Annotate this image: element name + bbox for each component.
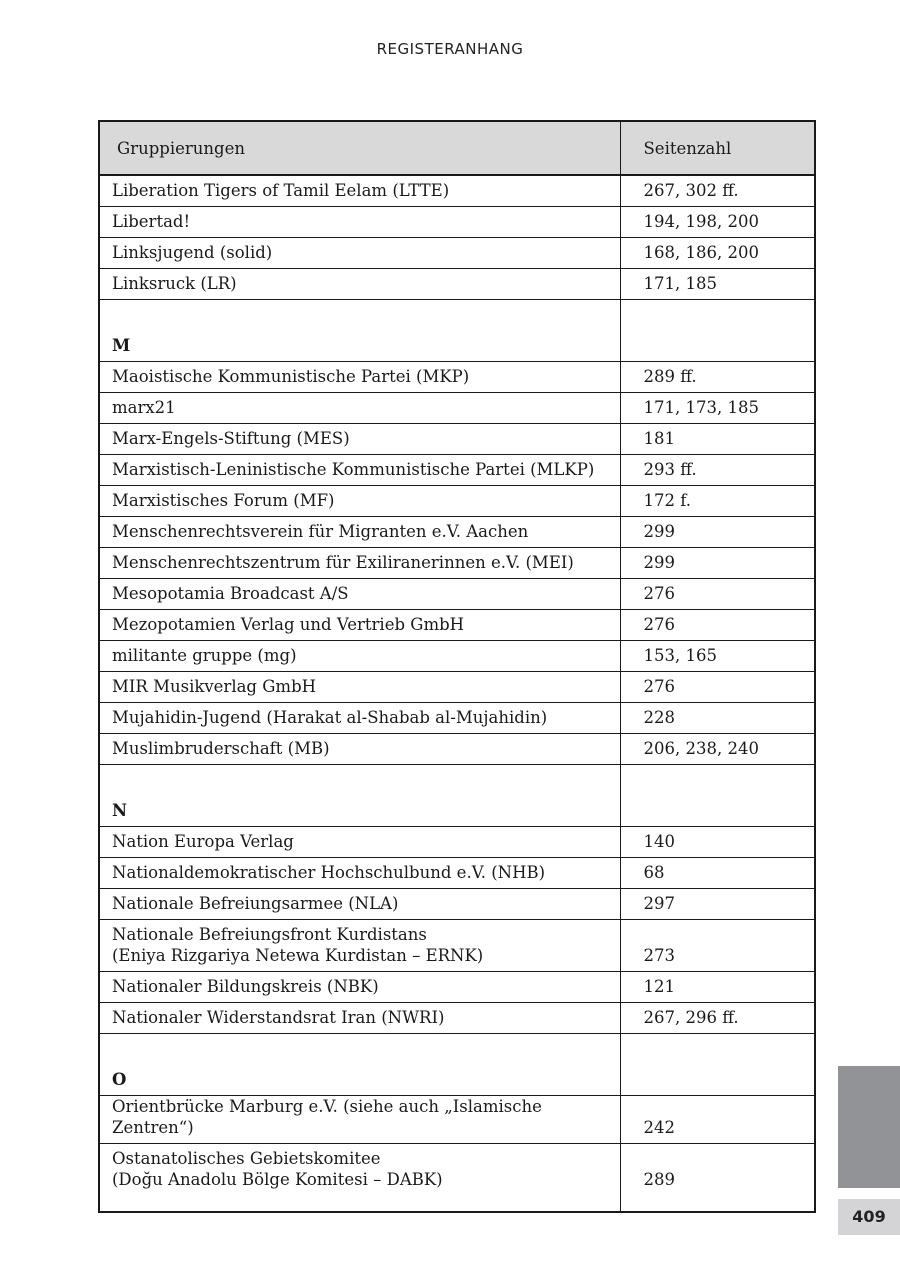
table-row	[99, 672, 815, 703]
group-name-cell: Liberation Tigers of Tamil Eelam (LTTE)	[99, 175, 620, 207]
page-numbers-cell: 168, 186, 200	[620, 238, 815, 269]
page-number: 409	[838, 1199, 900, 1235]
letter-section-row	[99, 300, 815, 362]
register-body	[99, 175, 815, 1212]
section-letter: O	[99, 1034, 620, 1096]
group-name-cell: marx21	[99, 393, 620, 424]
letter-section-row	[99, 765, 815, 827]
page-numbers-cell: 171, 185	[620, 269, 815, 300]
page-numbers-cell: 293 ff.	[620, 455, 815, 486]
table-row	[99, 175, 815, 207]
page-numbers-cell	[620, 300, 815, 362]
table-row	[99, 579, 815, 610]
page-numbers-cell: 153, 165	[620, 641, 815, 672]
page-numbers-cell: 276	[620, 579, 815, 610]
group-name-cell: Nationaler Widerstandsrat Iran (NWRI)	[99, 1003, 620, 1034]
group-name-cell: Menschenrechtszentrum für Exiliranerinnen e.V. (MEI)	[99, 548, 620, 579]
letter-section-row	[99, 1034, 815, 1096]
group-name-cell: Mesopotamia Broadcast A/S	[99, 579, 620, 610]
table-row	[99, 703, 815, 734]
group-name-cell: Muslimbruderschaft (MB)	[99, 734, 620, 765]
page-numbers-cell: 171, 173, 185	[620, 393, 815, 424]
table-row	[99, 548, 815, 579]
table-row	[99, 827, 815, 858]
column-header-seitenzahl: Seitenzahl	[620, 121, 815, 175]
page-numbers-cell: 289	[620, 1144, 815, 1213]
table-row	[99, 269, 815, 300]
register-table	[98, 120, 816, 1213]
group-name-cell: militante gruppe (mg)	[99, 641, 620, 672]
table-row	[99, 1096, 815, 1144]
group-name-cell: Mezopotamien Verlag und Vertrieb GmbH	[99, 610, 620, 641]
column-header-gruppierungen: Gruppierungen	[99, 121, 620, 175]
group-name-cell: Linksjugend (solid)	[99, 238, 620, 269]
page-numbers-cell: 267, 296 ff.	[620, 1003, 815, 1034]
table-row	[99, 455, 815, 486]
page-numbers-cell: 276	[620, 672, 815, 703]
page-numbers-cell: 289 ff.	[620, 362, 815, 393]
table-row	[99, 362, 815, 393]
group-name-cell: Nationale Befreiungsarmee (NLA)	[99, 889, 620, 920]
page-numbers-cell: 68	[620, 858, 815, 889]
page-numbers-cell: 206, 238, 240	[620, 734, 815, 765]
page-numbers-cell: 297	[620, 889, 815, 920]
page-numbers-cell: 273	[620, 920, 815, 972]
table-row	[99, 734, 815, 765]
group-name-cell: MIR Musikverlag GmbH	[99, 672, 620, 703]
table-header-row	[99, 121, 815, 175]
group-name-cell: Marxistisches Forum (MF)	[99, 486, 620, 517]
page-numbers-cell: 121	[620, 972, 815, 1003]
table-row	[99, 610, 815, 641]
running-head: REGISTERANHANG	[376, 40, 524, 58]
page-numbers-cell: 242	[620, 1096, 815, 1144]
group-name-cell: Nationaler Bildungskreis (NBK)	[99, 972, 620, 1003]
section-letter: M	[99, 300, 620, 362]
page-numbers-cell	[620, 1034, 815, 1096]
page-numbers-cell: 228	[620, 703, 815, 734]
group-name-cell: Maoistische Kommunistische Partei (MKP)	[99, 362, 620, 393]
table-row	[99, 486, 815, 517]
group-name-cell: Marx-Engels-Stiftung (MES)	[99, 424, 620, 455]
group-name-cell: Ostanatolisches Gebietskomitee (Doğu Anadolu Bölge Komitesi – DABK)	[99, 1144, 620, 1213]
page-numbers-cell: 299	[620, 548, 815, 579]
table-row	[99, 858, 815, 889]
table-row	[99, 641, 815, 672]
table-row	[99, 393, 815, 424]
table-row	[99, 972, 815, 1003]
page-numbers-cell: 276	[620, 610, 815, 641]
group-name-cell: Nation Europa Verlag	[99, 827, 620, 858]
table-row	[99, 889, 815, 920]
page-numbers-cell: 267, 302 ff.	[620, 175, 815, 207]
table-row	[99, 920, 815, 972]
group-name-cell: Linksruck (LR)	[99, 269, 620, 300]
group-name-cell: Marxistisch-Leninistische Kommunistische Partei (MLKP)	[99, 455, 620, 486]
page-numbers-cell	[620, 765, 815, 827]
table-row	[99, 238, 815, 269]
group-name-cell: Nationale Befreiungsfront Kurdistans (Eniya Rizgariya Netewa Kurdistan – ERNK)	[99, 920, 620, 972]
group-name-cell: Nationaldemokratischer Hochschulbund e.V. (NHB)	[99, 858, 620, 889]
page-numbers-cell: 172 f.	[620, 486, 815, 517]
thumb-index-tab	[838, 1066, 900, 1188]
page-numbers-cell: 194, 198, 200	[620, 207, 815, 238]
table-row	[99, 517, 815, 548]
group-name-cell: Libertad!	[99, 207, 620, 238]
group-name-cell: Mujahidin-Jugend (Harakat al-Shabab al-Mujahidin)	[99, 703, 620, 734]
table-row	[99, 1003, 815, 1034]
page-numbers-cell: 181	[620, 424, 815, 455]
page-numbers-cell: 140	[620, 827, 815, 858]
table-row	[99, 424, 815, 455]
group-name-cell: Orientbrücke Marburg e.V. (siehe auch „Islamische Zentren“)	[99, 1096, 620, 1144]
table-row	[99, 207, 815, 238]
section-letter: N	[99, 765, 620, 827]
group-name-cell: Menschenrechtsverein für Migranten e.V. Aachen	[99, 517, 620, 548]
table-row	[99, 1144, 815, 1213]
page-numbers-cell: 299	[620, 517, 815, 548]
